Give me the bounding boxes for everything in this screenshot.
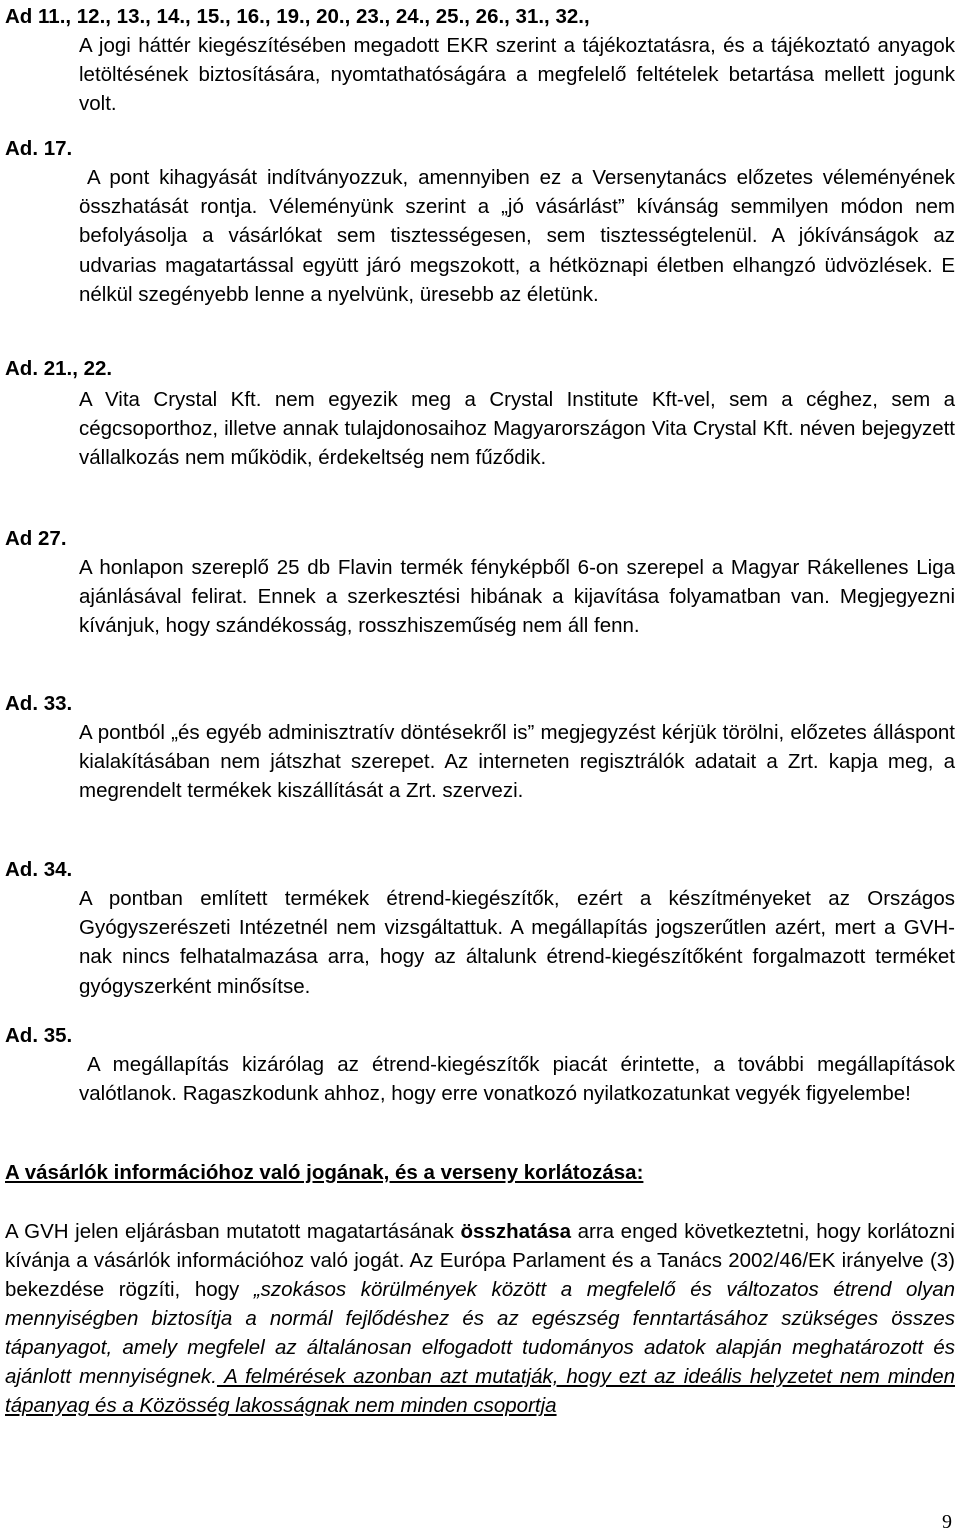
item-heading-ad-17: Ad. 17. [5,137,73,160]
section-heading: A vásárlók információhoz való jogának, és a verseny korlátozása: [5,1161,644,1184]
section-paragraph [5,1217,955,1420]
item-text-ad-27: A honlapon szereplő 25 db Flavin termék fényképből 6-on szerepel a Magyar Rákellenes Liga ajánlásával felirat. Ennek a szerkesztési hibának a kijavítása folyamatban van. Megjegyezni kívánjuk, hogy szándékosság, rosszhiszeműség nem áll fenn. [79,556,955,638]
item-heading-ad-33: Ad. 33. [5,692,73,715]
section-text-main: arra enged következtetni, hogy korlátozni kívánja a vásárlók információhoz való jogát. Az Európa Parlament és a Tanács 2002/46/EK irányelve (3) bekezdése rögzíti, hogy [5,1220,955,1301]
section-text-bold: összhatása [460,1220,572,1243]
item-text-ad-34: A pontban említett termékek étrend-kiegészítők, ezért a készítményeket az Országos Gyógyszerészeti Intézetnél nem vizsgáltattuk. A megállapítás jogszerűtlen azért, mert a GVH-nak nincs felhatalmazása arra, hogy az általunk étrend-kiegészítőként forgalmazott terméket gyógyszerként minősítse. [79,887,955,998]
section-text-quote-underlined: A felmérések azonban azt mutatják, hogy ezt az ideális helyzetet nem minden tápanyag és a Közösség lakosságnak nem minden csoportja [5,1365,955,1417]
section-text-quote: „szokásos körülmények között a megfelelő és változatos étrend olyan mennyiségben biztosítja a normál fejlődéshez és az egészség fenntartásához szükséges összes tápanyagot, amely megfelel az általánosan elfogadott tudományos adatok alapján meghatározott és ajánlott mennyiségnek. [5,1278,956,1388]
item-text-ad-33: A pontból „és egyéb adminisztratív döntésekről is” megjegyzést kérjük törölni, előzetes álláspont kialakításában nem játszhat szerepet. Az interneten regisztrálók adatait a Zrt. kapja meg, a megrendelt termékek kiszállítását a Zrt. szervezi. [79,721,955,803]
item-heading-ad-21-22: Ad. 21., 22. [5,357,113,380]
page-number: 9 [942,1511,952,1533]
item-heading-ad-35: Ad. 35. [5,1024,73,1047]
item-text-ad-35: A megállapítás kizárólag az étrend-kiegészítők piacát érintette, a további megállapítások valótlanok. Ragaszkodunk ahhoz, hogy erre vonatkozó nyilatkozatunkat vegyék figyelembe! [79,1053,955,1106]
section-text-intro: A GVH jelen eljárásban mutatott magatartásának [5,1220,461,1243]
item-heading-ad-34: Ad. 34. [5,858,73,881]
item-heading-ad-27: Ad 27. [5,527,67,550]
item-text-ad-17: A pont kihagyását indítványozzuk, amennyiben ez a Versenytanács előzetes véleményének összhatását rontja. Véleményünk szerint a „jó vásárlást” kívánság semmilyen módon nem befolyásolja a vásárlókat sem tisztességesen, sem tisztességtelenül. A jókívánságok az udvarias magatartással együtt járó megszokott, a hétköznapi életben elhangzó üdvözlések. E nélkül szegényebb lenne a nyelvünk, üresebb az életünk. [79,166,955,306]
item-text-ad-21-22: A Vita Crystal Kft. nem egyezik meg a Crystal Institute Kft-vel, sem a céghez, sem a cégcsoporthoz, illetve annak tulajdonosaihoz Magyarországon Vita Crystal Kft. néven bejegyzett vállalkozás nem működik, érdekeltség nem fűződik. [79,388,955,470]
item-heading-ad-11-32: Ad 11., 12., 13., 14., 15., 16., 19., 20., 23., 24., 25., 26., 31., 32., [5,5,590,28]
item-text-ad-11-32: A jogi háttér kiegészítésében megadott EKR szerint a tájékoztatásra, és a tájékoztató anyagok letöltésének biztosítására, nyomtathatóságára a megfelelő feltételek betartása mellett jogunk volt. [79,34,955,116]
